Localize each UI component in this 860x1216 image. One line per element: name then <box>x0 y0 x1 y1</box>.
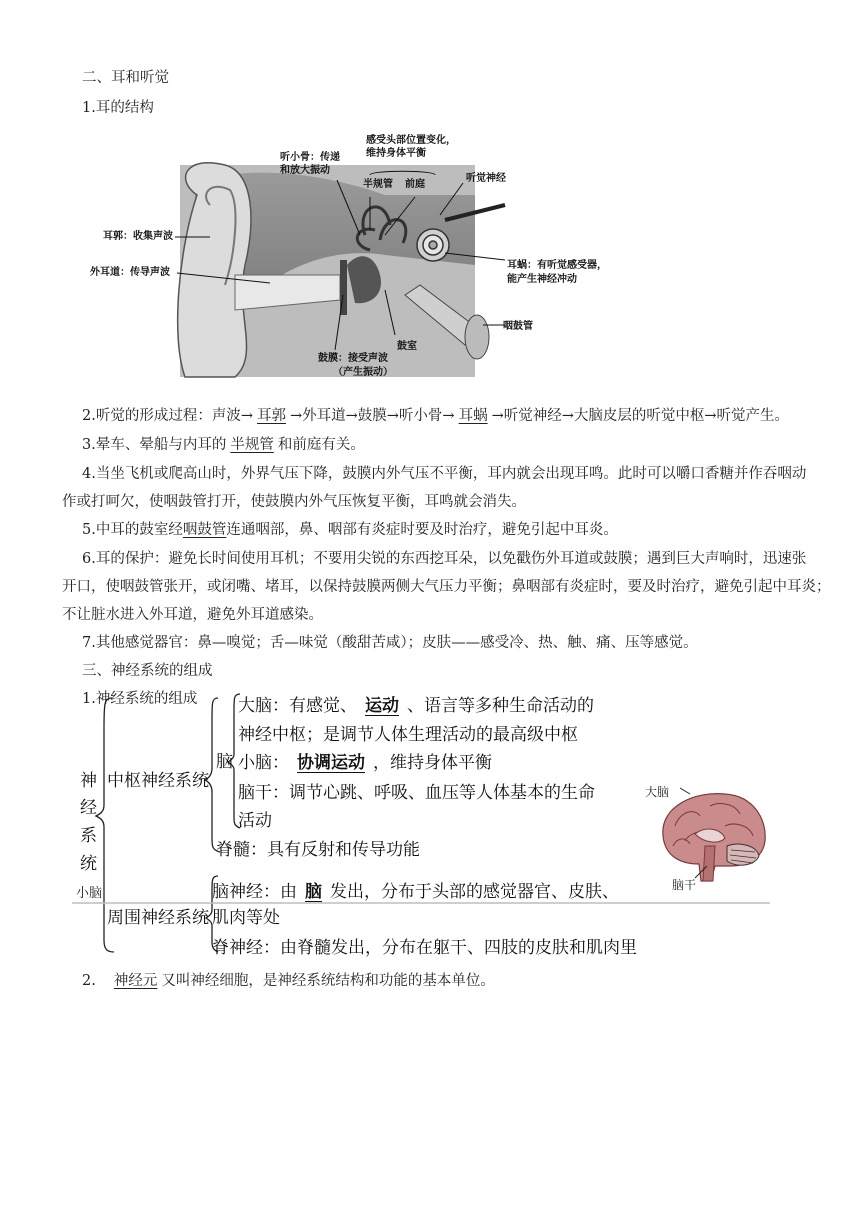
label-balance-2: 维持身体平衡 <box>366 148 426 159</box>
cranial-nerve-line-2: 肌肉等处 <box>212 908 280 928</box>
paragraph-middle-ear: 5.中耳的鼓室经咽鼓管连通咽部，鼻、咽部有炎症时要及时治疗，避免引起中耳炎。 <box>82 522 618 538</box>
label-eardrum-2: （产生振动） <box>333 367 393 378</box>
brainstem-line-1: 脑干：调节心跳、呼吸、血压等人体基本的生命 <box>238 783 595 803</box>
label-tympanic-cavity: 鼓室 <box>397 341 417 352</box>
label-vestibule: 前庭 <box>405 179 425 190</box>
subheading-ns-composition: 1.神经系统的组成 <box>82 691 198 707</box>
brain-illustration <box>655 786 770 886</box>
spinal-cord-line: 脊髓：具有反射和传导功能 <box>216 840 420 860</box>
subheading-ear-structure: 1.耳的结构 <box>82 100 154 116</box>
blank-cochlea: 耳蜗 <box>458 408 488 424</box>
blank-brain: 脑 <box>305 882 322 902</box>
cerebellum-line: 小脑： 协调运动 ，维持身体平衡 <box>238 753 492 773</box>
label-eardrum: 鼓膜：接受声波 <box>318 353 388 364</box>
label-balance: 感受头部位置变化， <box>366 135 456 146</box>
label-auditory-nerve: 听觉神经 <box>466 173 506 184</box>
label-cochlea-2: 能产生神经冲动 <box>507 274 577 285</box>
brainstem-line-2: 活动 <box>238 811 272 831</box>
label-eustachian: 咽鼓管 <box>503 321 533 332</box>
paragraph-ear-protection-1: 6.耳的保护：避免长时间使用耳机；不要用尖锐的东西挖耳朵，以免戳伤外耳道或鼓膜；遇到巨大声响时，迅速张 <box>82 551 807 567</box>
cerebrum-line-2: 神经中枢；是调节人体生理活动的最高级中枢 <box>238 725 578 745</box>
ns-char-4: 统 <box>80 854 97 874</box>
blank-eustachian: 咽鼓管 <box>182 522 227 538</box>
label-ossicles-2: 和放大振动 <box>280 165 330 176</box>
section-heading-ear: 二、耳和听觉 <box>82 70 169 86</box>
label-cerebellum: 小脑 <box>76 886 103 901</box>
blank-motion: 运动 <box>365 696 399 716</box>
cranial-nerve-line-1: 脑神经：由 脑 发出，分布于头部的感觉器官、皮肤、 <box>212 882 619 902</box>
brain-label: 脑 <box>216 752 233 772</box>
spinal-nerve-line: 脊神经：由脊髓发出，分布在躯干、四肢的皮肤和肌肉里 <box>212 938 637 958</box>
cerebrum-line-1: 大脑：有感觉、 运动 、语言等多种生命活动的 <box>238 696 594 716</box>
blank-coordination: 协调运动 <box>297 753 365 773</box>
cns-label: 中枢神经系统 <box>107 771 209 791</box>
ns-char-1: 神 <box>80 771 97 791</box>
blank-neuron: 神经元 <box>113 973 158 989</box>
label-ear-canal: 外耳道：传导声波 <box>90 267 170 278</box>
ear-diagram <box>85 125 605 385</box>
cochlea-shape <box>417 229 449 261</box>
label-brainstem: 脑干 <box>672 878 697 892</box>
paragraph-hearing-process: 2.听觉的形成过程：声波→ 耳郭 →外耳道→鼓膜→听小骨→ 耳蜗 →听觉神经→大脑皮层的听觉中枢→听觉产生。 <box>82 408 790 424</box>
section-heading-nervous-system: 三、神经系统的组成 <box>82 663 213 679</box>
label-cochlea: 耳蜗：有听觉感受器， <box>507 260 607 271</box>
paragraph-tinnitus-1: 4.当坐飞机或爬高山时，外界气压下降，鼓膜内外气压不平衡，耳内就会出现耳鸣。此时可以嚼口香糖并作吞咽动 <box>82 466 807 482</box>
paragraph-neuron: 2. 神经元 又叫神经细胞，是神经系统结构和功能的基本单位。 <box>82 973 495 989</box>
paragraph-ear-protection-3: 不让脏水进入外耳道，避免外耳道感染。 <box>62 607 323 623</box>
ns-char-2: 经 <box>80 798 97 818</box>
paragraph-other-senses: 7.其他感觉器官：鼻—嗅觉；舌—味觉（酸甜苦咸）；皮肤——感受冷、热、触、痛、压等感觉。 <box>82 635 698 651</box>
blank-pinna: 耳郭 <box>256 408 286 424</box>
label-cerebrum: 大脑 <box>645 785 670 799</box>
label-pinna: 耳郭：收集声波 <box>103 231 173 242</box>
label-ossicles: 听小骨：传递 <box>280 152 340 163</box>
blank-semicircular: 半规管 <box>230 437 274 453</box>
paragraph-tinnitus-2: 作或打呵欠，使咽鼓管打开，使鼓膜内外气压恢复平衡，耳鸣就会消失。 <box>62 494 526 510</box>
label-semicircular: 半规管 <box>363 179 393 190</box>
ns-char-3: 系 <box>80 826 97 846</box>
paragraph-ear-protection-2: 开口，使咽鼓管张开，或闭嘴、堵耳，以保持鼓膜两侧大气压力平衡；鼻咽部有炎症时，要及时治疗，避免引起中耳炎； <box>62 579 831 595</box>
pns-label: 周围神经系统 <box>107 908 209 928</box>
paragraph-motion-sickness: 3.晕车、晕船与内耳的 半规管 和前庭有关。 <box>82 437 365 453</box>
